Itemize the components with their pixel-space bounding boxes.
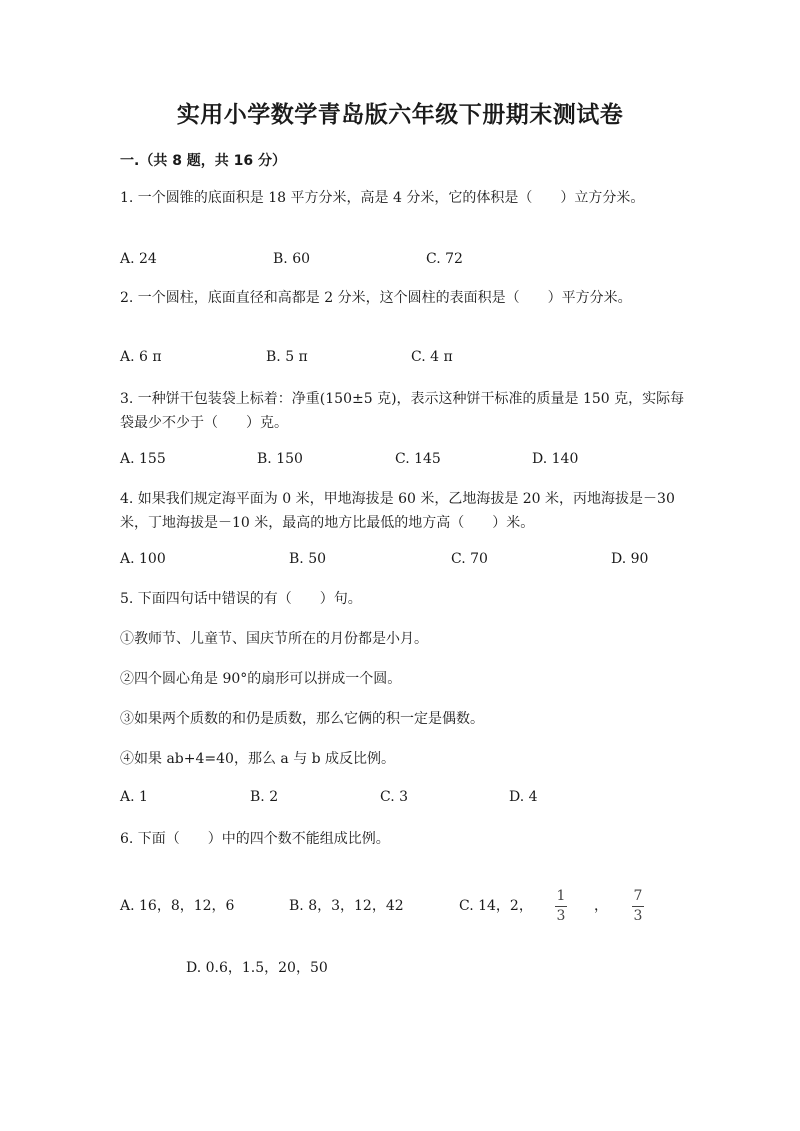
question-6-option-a: A. 16，8，12，6 bbox=[120, 898, 235, 914]
question-3-stem: 3. 一种饼干包装袋上标着：净重(150±5 克)，表示这种饼干标准的质量是 150 克，实际每袋最少不少于（ ）克。 bbox=[120, 391, 685, 431]
question-6-option-c: C. 14，2， bbox=[459, 898, 533, 914]
question-5-statement-1: ①教师节、儿童节、国庆节所在的月份都是小月。 bbox=[120, 631, 428, 647]
question-3-option-b: B. 150 bbox=[257, 451, 303, 467]
fraction-numerator: 7 bbox=[633, 888, 643, 904]
question-1-option-a: A. 24 bbox=[120, 251, 157, 267]
question-5-statement-4: ④如果 ab+4=40，那么 a 与 b 成反比例。 bbox=[120, 751, 396, 767]
question-1-option-b: B. 60 bbox=[273, 251, 311, 267]
question-6-stem: 6. 下面（ ）中的四个数不能组成比例。 bbox=[120, 831, 390, 847]
question-4-stem: 4. 如果我们规定海平面为 0 米，甲地海拔是 60 米，乙地海拔是 20 米，丙地海拔是－30 米，丁地海拔是－10 米，最高的地方比最低的地方高（ ）米。 bbox=[120, 491, 675, 531]
question-5-option-a: A. 1 bbox=[120, 789, 148, 805]
question-2-option-a: A. 6 π bbox=[120, 349, 162, 365]
question-5-stem: 5. 下面四句话中错误的有（ ）句。 bbox=[120, 591, 362, 607]
question-1-stem: 1. 一个圆锥的底面积是 18 平方分米，高是 4 分米，它的体积是（ ）立方分米。 bbox=[120, 190, 645, 206]
fraction-separator: ， bbox=[594, 898, 608, 914]
fraction-seven-thirds bbox=[632, 888, 644, 924]
question-2-option-b: B. 5 π bbox=[266, 349, 308, 365]
fraction-one-third bbox=[555, 888, 567, 924]
question-6-option-b: B. 8，3，12，42 bbox=[289, 898, 404, 914]
question-1-option-c: C. 72 bbox=[426, 251, 463, 267]
section-header: 一.（共 8 题，共 16 分） bbox=[120, 153, 287, 169]
question-5-option-c: C. 3 bbox=[380, 789, 409, 805]
question-3-option-c: C. 145 bbox=[395, 451, 441, 467]
fraction-bar bbox=[555, 906, 567, 907]
question-5-statement-3: ③如果两个质数的和仍是质数，那么它俩的积一定是偶数。 bbox=[120, 711, 484, 727]
question-2-stem: 2. 一个圆柱，底面直径和高都是 2 分米，这个圆柱的表面积是（ ）平方分米。 bbox=[120, 290, 632, 306]
question-6-option-d: D. 0.6，1.5，20，50 bbox=[186, 960, 328, 976]
question-5-option-b: B. 2 bbox=[250, 789, 279, 805]
question-3-option-d: D. 140 bbox=[532, 451, 579, 467]
question-5-option-d: D. 4 bbox=[509, 789, 538, 805]
fraction-numerator: 1 bbox=[556, 888, 566, 904]
fraction-denominator: 3 bbox=[633, 908, 643, 924]
question-2-option-c: C. 4 π bbox=[411, 349, 453, 365]
fraction-denominator: 3 bbox=[556, 908, 566, 924]
exam-title: 实用小学数学青岛版六年级下册期末测试卷 bbox=[176, 102, 624, 128]
question-4-option-d: D. 90 bbox=[611, 551, 649, 567]
fraction-bar bbox=[632, 906, 644, 907]
question-4-option-a: A. 100 bbox=[120, 551, 166, 567]
question-4-option-c: C. 70 bbox=[451, 551, 488, 567]
question-4-option-b: B. 50 bbox=[289, 551, 327, 567]
question-5-statement-2: ②四个圆心角是 90°的扇形可以拼成一个圆。 bbox=[120, 671, 402, 687]
question-3-option-a: A. 155 bbox=[120, 451, 166, 467]
